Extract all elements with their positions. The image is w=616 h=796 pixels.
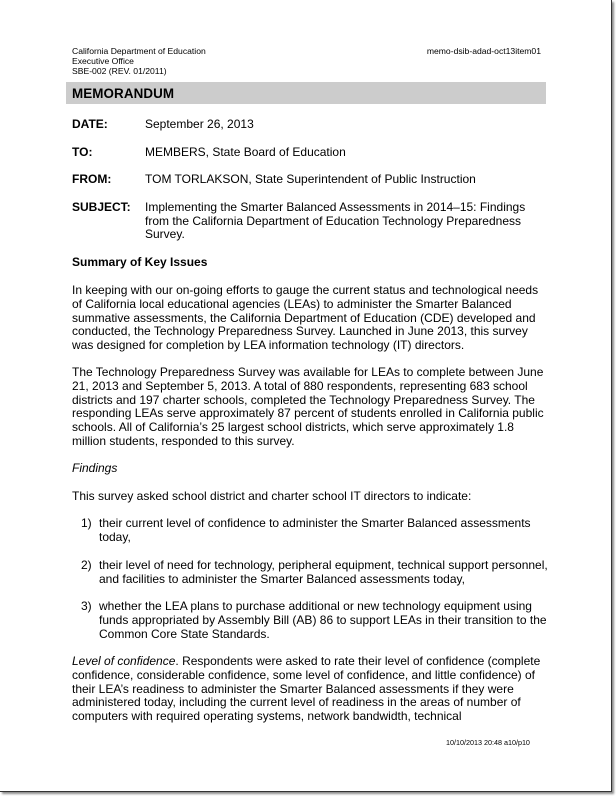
subject-label: SUBJECT: <box>72 200 131 214</box>
summary-paragraph-1: In keeping with our on-going efforts to gauge the current status and technological needs of California local educational agencies (LEAs) to administer the Smarter Balanced summative assessments, the California Department of Education (CDE) developed and conducted, the Technology Preparedness Survey. Launched in June 2013, this survey was designed for completion by LEA information technology (IT) directors. <box>72 283 539 353</box>
from-value: TOM TORLAKSON, State Superintendent of Public Instruction <box>145 172 476 186</box>
findings-heading: Findings <box>72 461 118 475</box>
print-timestamp: 10/10/2013 20:48 a10/p10 <box>446 738 530 747</box>
list-number: 3) <box>81 599 92 613</box>
from-label: FROM: <box>72 172 112 186</box>
date-value: September 26, 2013 <box>145 117 254 131</box>
confidence-lead: Level of confidence <box>72 654 176 668</box>
issuer-block <box>72 46 206 77</box>
issuer-office: Executive Office <box>72 56 134 67</box>
to-label: TO: <box>72 145 93 159</box>
list-text: whether the LEA plans to purchase additional or new technology equipment using funds appropriated by Assembly Bill (AB) 86 to support LEAs in their transition to the Common Core State Standards. <box>99 599 547 641</box>
issuer-org: California Department of Education <box>72 46 206 56</box>
memorandum-title-bar <box>66 82 546 104</box>
memorandum-title: MEMORANDUM <box>72 86 175 101</box>
summary-paragraph-2: The Technology Preparedness Survey was available for LEAs to complete between June 21, 2013 and September 5, 2013. A total of 880 respondents, representing 683 school districts and 197 charter schools, completed the Technology Preparedness Survey. The responding LEAs serve approximately 87 percent of students enrolled in California public schools. All of California’s 25 largest school districts, which serve approximately 1.8 million students, responded to this survey. <box>72 365 544 448</box>
list-number: 1) <box>81 516 92 530</box>
document-id: memo-dsib-adad-oct13item01 <box>426 46 541 56</box>
summary-heading: Summary of Key Issues <box>72 255 208 269</box>
subject-value: Implementing the Smarter Balanced Assessments in 2014–15: Findings from the California Department of Education Technology Preparedness Survey. <box>145 200 526 242</box>
list-number: 2) <box>81 558 92 572</box>
form-number: SBE-002 (REV. 01/2011) <box>72 66 167 77</box>
findings-intro: This survey asked school district and charter school IT directors to indicate: <box>72 489 472 503</box>
list-text: their level of need for technology, peripheral equipment, technical support personnel, and facilities to administer the Smarter Balanced assessments today, <box>99 558 548 586</box>
date-label: DATE: <box>72 117 108 131</box>
list-text: their current level of confidence to administer the Smarter Balanced assessments today, <box>99 516 531 544</box>
confidence-text: . Respondents were asked to rate their level of confidence (complete confidence, considerable confidence, some level of confidence, and little confidence) of their LEA’s readiness to administer the Smarter Balanced assessments if they were administered today, including the current level of readiness in the areas of number of computers with required operating systems, network bandwidth, technical <box>72 654 541 724</box>
to-value: MEMBERS, State Board of Education <box>145 145 346 159</box>
confidence-paragraph <box>72 655 550 724</box>
